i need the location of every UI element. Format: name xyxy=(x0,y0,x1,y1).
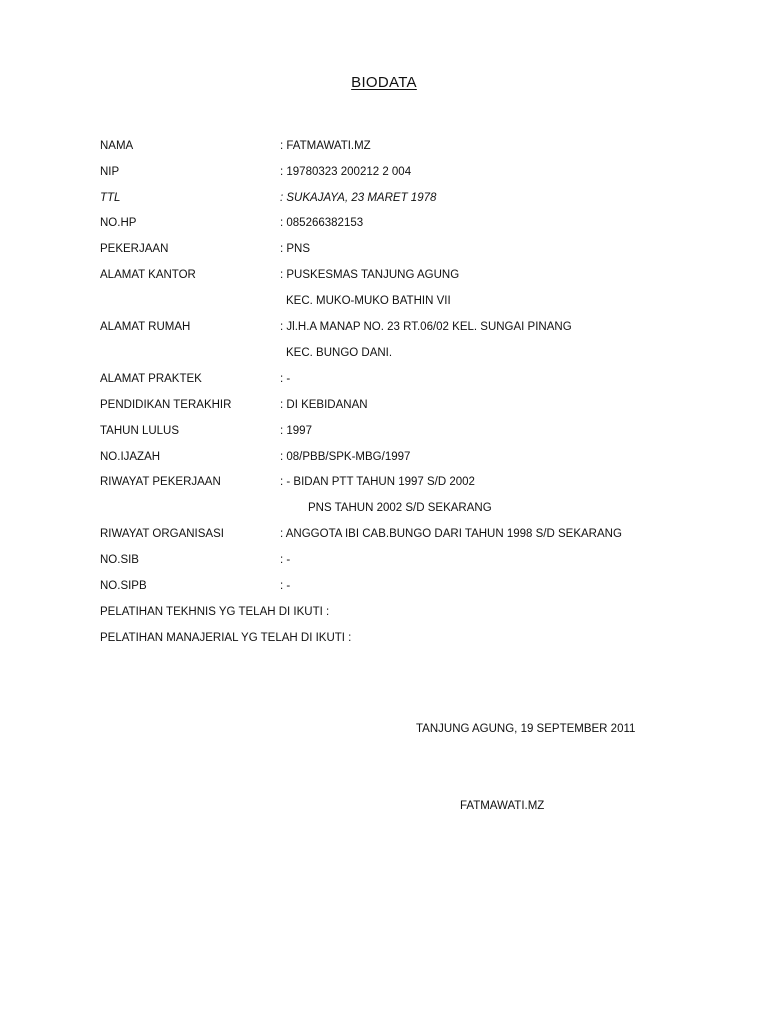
field-label-nohp: NO.HP xyxy=(100,217,137,229)
field-label-riwayat-pekerjaan: RIWAYAT PEKERJAAN xyxy=(100,476,221,488)
field-value-alamat-rumah: : Jl.H.A MANAP NO. 23 RT.06/02 KEL. SUNGAI PINANG xyxy=(280,321,572,333)
field-label-nama: NAMA xyxy=(100,140,134,152)
field-value-nohp: : 085266382153 xyxy=(280,217,364,229)
field-value-pekerjaan: : PNS xyxy=(280,243,311,255)
signer-name: FATMAWATI.MZ xyxy=(460,800,545,812)
field-label-alamat-rumah: ALAMAT RUMAH xyxy=(100,321,191,333)
field-value-alamat-praktek: : - xyxy=(280,373,291,385)
field-label-pelatihan-manajerial: PELATIHAN MANAJERIAL YG TELAH DI IKUTI : xyxy=(100,632,352,644)
field-value-no-ijazah: : 08/PBB/SPK-MBG/1997 xyxy=(280,451,411,463)
document-title: BIODATA xyxy=(351,74,417,91)
field-value-riwayat-pekerjaan-line2: PNS TAHUN 2002 S/D SEKARANG xyxy=(308,502,492,514)
field-label-alamat-praktek: ALAMAT PRAKTEK xyxy=(100,373,202,385)
field-value-alamat-kantor: : PUSKESMAS TANJUNG AGUNG xyxy=(280,269,460,281)
field-value-alamat-kantor-line2: KEC. MUKO-MUKO BATHIN VII xyxy=(286,295,451,307)
field-value-nama: : FATMAWATI.MZ xyxy=(280,140,371,152)
field-value-riwayat-pekerjaan: : - BIDAN PTT TAHUN 1997 S/D 2002 xyxy=(280,476,475,488)
field-label-nip: NIP xyxy=(100,166,120,178)
field-value-nip: : 19780323 200212 2 004 xyxy=(280,166,412,178)
field-value-no-sipb: : - xyxy=(280,580,291,592)
field-label-no-sipb: NO.SIPB xyxy=(100,580,147,592)
field-label-ttl: TTL xyxy=(100,192,121,204)
field-value-alamat-rumah-line2: KEC. BUNGO DANI. xyxy=(286,347,393,359)
field-value-pendidikan: : DI KEBIDANAN xyxy=(280,399,368,411)
field-label-pelatihan-teknis: PELATIHAN TEKHNIS YG TELAH DI IKUTI : xyxy=(100,606,330,618)
field-value-tahun-lulus: : 1997 xyxy=(280,425,312,437)
field-label-tahun-lulus: TAHUN LULUS xyxy=(100,425,180,437)
field-label-riwayat-organisasi: RIWAYAT ORGANISASI xyxy=(100,528,224,540)
field-value-riwayat-organisasi: : ANGGOTA IBI CAB.BUNGO DARI TAHUN 1998 S/D SEKARANG xyxy=(280,528,622,540)
field-label-no-sib: NO.SIB xyxy=(100,554,139,566)
field-label-no-ijazah: NO.IJAZAH xyxy=(100,451,161,463)
field-label-pendidikan: PENDIDIKAN TERAKHIR xyxy=(100,399,232,411)
field-label-alamat-kantor: ALAMAT KANTOR xyxy=(100,269,196,281)
field-value-no-sib: : - xyxy=(280,554,291,566)
place-date: TANJUNG AGUNG, 19 SEPTEMBER 2011 xyxy=(416,723,636,735)
field-label-pekerjaan: PEKERJAAN xyxy=(100,243,169,255)
field-value-ttl: : SUKAJAYA, 23 MARET 1978 xyxy=(280,192,437,204)
